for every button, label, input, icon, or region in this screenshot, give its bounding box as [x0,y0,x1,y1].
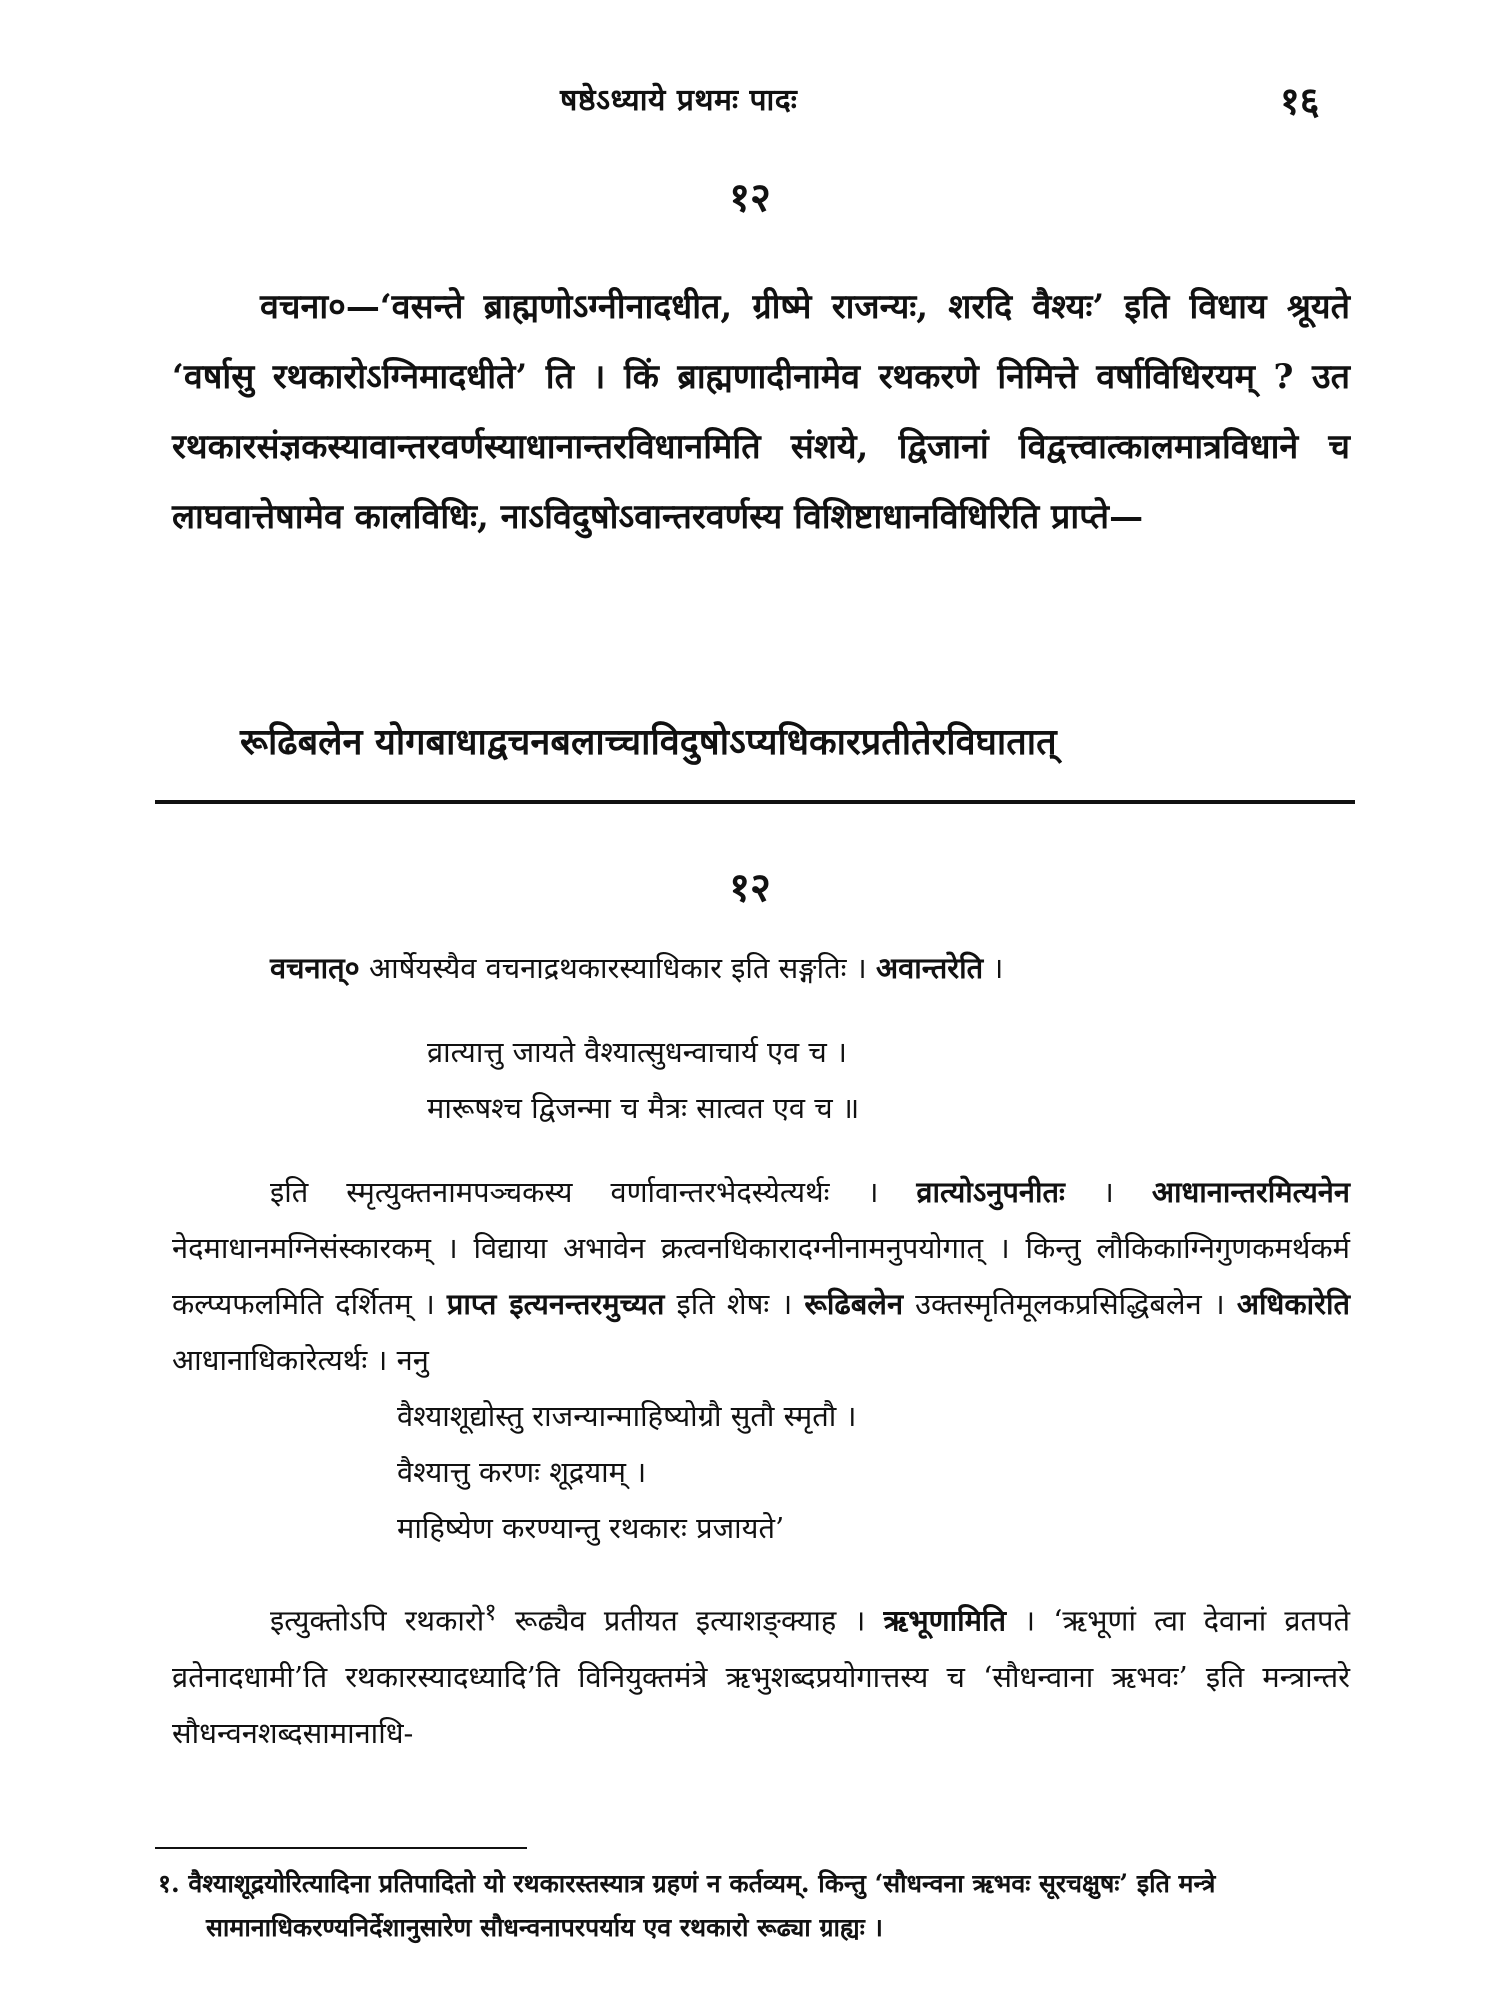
commentary-text: । ‘ऋभूणां त्वा देवानां व्रतपते व्रतेनादधामी’ति रथकारस्यादध्यादि’ति विनियुक्तमंत्रे ऋभुशब्दप्रयोगात्तस्य च ‘सौधन्वाना ऋभवः’ इति मन्त्रान्तरे सौधन्वनशब्दसामानाधि- [172,1603,1350,1750]
commentary-text: नेदमाधानमग्निसंस्कारकम् । विद्याया अभावेन क्रत्वनधिकारादग्नीनामनुपयोगात् । किन्तु लौकिकाग्निगुणकमर्थकर्म कल्प्यफलमिति दर्शितम् । [172,1231,1350,1321]
lemma: व्रात्योऽनुपनीतः [916,1175,1065,1209]
commentary-text: इति शेषः । [664,1287,805,1321]
lemma-vacanat: वचनात्० [270,951,360,985]
lemma: ऋभूणामिति [883,1603,1006,1638]
main-text-block [172,272,1350,552]
sutra-line: रूढिबलेन योगबाधाद्वचनबलाच्चाविदुषोऽप्यधिकारप्रतीतेरविघातात् [240,721,1057,763]
section-number-lower: १२ [729,864,771,911]
commentary-text: इत्युक्तोऽपि रथकारो [270,1603,485,1638]
page-number: १६ [1280,78,1320,123]
danda: । [983,951,1004,985]
verse-line: वैश्याशूद्योस्तु राजन्यान्माहिष्योग्रौ सुतौ स्मृतौ । [397,1399,857,1433]
section-number-upper: १२ [729,174,771,221]
lemma: रूढिबलेन [804,1287,904,1321]
verse-line: वैश्यात्तु करणः शूद्रयाम् । [397,1455,647,1489]
commentary-text: उक्तस्मृतिमूलकप्रसिद्धिबलेन । [903,1287,1237,1321]
commentary-line-1 [172,940,1350,996]
lemma: अधिकारेति [1236,1287,1351,1321]
lemma: प्राप्त इत्यनन्तरमुच्यत [446,1287,665,1321]
running-head: षष्ठेऽध्याये प्रथमः पादः [560,83,798,118]
footnote [158,1862,1350,1950]
verse-line: व्रात्यात्तु जायते वैश्यात्सुधन्वाचार्य एव च । [427,1035,848,1069]
verse-line: मारूषश्च द्विजन्मा च मैत्रः सात्वत एव च ॥ [427,1091,860,1125]
commentary-text: रूढ्यैव प्रतीयत इत्याशङ्क्याह । [496,1603,884,1638]
commentary-paragraph-2 [172,1164,1350,1388]
lemma-avantareti: अवान्तरेति [875,951,984,985]
commentary-text: इति स्मृत्युक्तनामपञ्चकस्य वर्णावान्तरभेदस्येत्यर्थः । [270,1175,917,1209]
commentary-text: आधानाधिकारेत्यर्थः । ननु [172,1343,429,1377]
main-paragraph: वचना०—‘वसन्ते ब्राह्मणोऽग्नीनादधीत, ग्रीष्मे राजन्यः, शरदि वैश्यः’ इति विधाय श्रूयते ‘वर्षासु रथकारोऽग्निमादधीते’ ति । किं ब्राह्मणादीनामेव रथकरणे निमित्ते वर्षाविधिरयम् ? उत रथकारसंज्ञकस्यावान्तरवर्णस्याधानान्तरविधानमिति संशये, द्विजानां विद्वत्त्वात्कालमात्रविधाने च लाघवात्तेषामेव कालविधिः, नाऽविदुषोऽवान्तरवर्णस्य विशिष्टाधानविधिरिति प्राप्ते— [172,287,1350,537]
commentary-paragraph-3 [172,1584,1350,1761]
commentary-text: आर्षेयस्यैव वचनाद्रथकारस्याधिकार इति सङ्गतिः । [359,951,876,985]
footnote-text: १. वैश्याशूद्रयोरित्यादिना प्रतिपादितो यो रथकारस्तस्यात्र ग्रहणं न कर्तव्यम्. किन्तु ‘सौधन्वना ऋभवः सूरचक्षुषः’ इति मन्त्रे सामानाधिकरण्यनिर्देशानुसारेण सौधन्वनापरपर्याय एव रथकारो रूढ्या ग्राह्यः । [158,1869,1216,1942]
footnote-marker[interactable]: १ [484,1598,497,1626]
horizontal-divider [155,800,1355,804]
commentary-block [172,940,1350,1761]
footnote-divider [155,1847,527,1849]
verse-line: माहिष्येण करण्यान्तु रथकारः प्रजायते’ [397,1511,785,1545]
lemma: आधानान्तरमित्यनेन [1151,1175,1350,1209]
commentary-text: । [1064,1175,1152,1209]
